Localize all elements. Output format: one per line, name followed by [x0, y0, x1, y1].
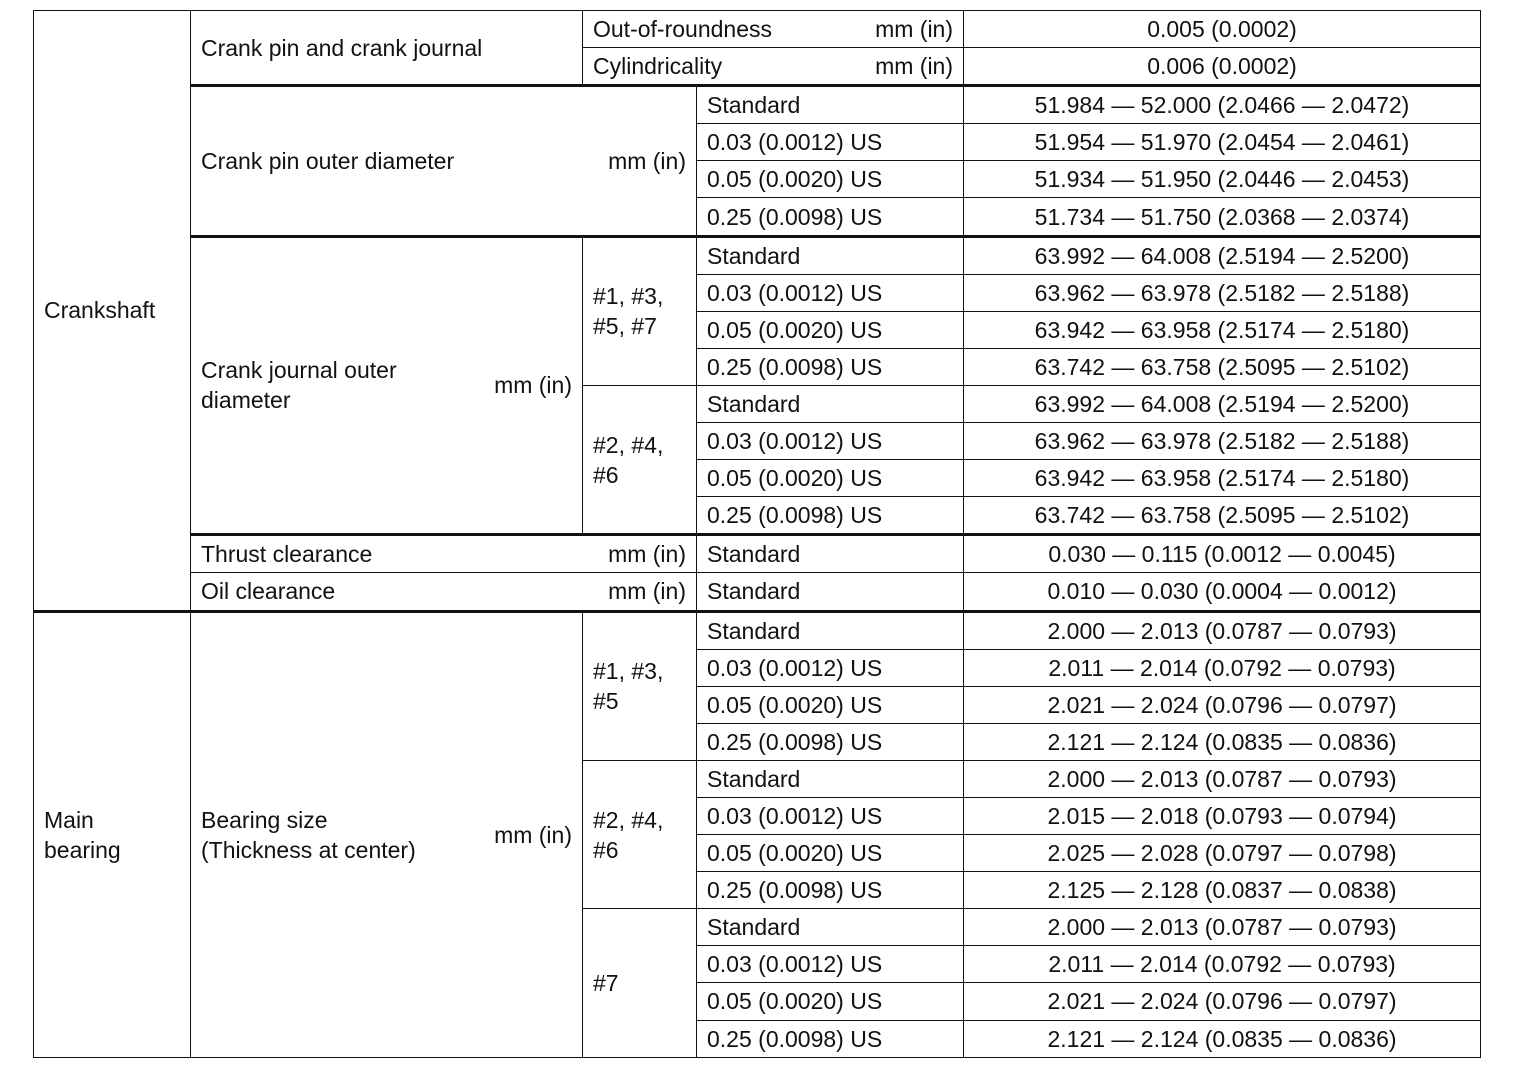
out-of-roundness-label: Out-of-roundness: [593, 16, 772, 43]
value-cell: 2.000 — 2.013 (0.0787 — 0.0793): [964, 611, 1481, 649]
pin-od-label: Crank pin outer diameter: [201, 147, 455, 174]
journal-group-b-line2: #6: [593, 461, 619, 488]
size-cell: 0.03 (0.0012) US: [697, 649, 964, 686]
table-row: [34, 611, 1481, 649]
value-cell: 2.000 — 2.013 (0.0787 — 0.0793): [964, 909, 1481, 946]
unit-label: mm (in): [608, 147, 686, 174]
out-of-roundness-value: 0.005 (0.0002): [964, 11, 1481, 48]
size-cell: 0.25 (0.0098) US: [697, 348, 964, 385]
value-cell: 2.015 — 2.018 (0.0793 — 0.0794): [964, 797, 1481, 834]
unit-label: mm (in): [608, 541, 686, 568]
bearing-size-label-line1: Bearing size: [201, 806, 328, 833]
cylindricality-label: Cylindricality: [593, 53, 723, 80]
table-row: [34, 573, 1481, 611]
value-cell: 63.742 — 63.758 (2.5095 — 2.5102): [964, 348, 1481, 385]
bearing-group-b-line2: #6: [593, 836, 619, 863]
size-cell: 0.05 (0.0020) US: [697, 983, 964, 1020]
pin-journal-label: Crank pin and crank journal: [201, 34, 483, 61]
value-cell: 2.000 — 2.013 (0.0787 — 0.0793): [964, 760, 1481, 797]
size-cell: Standard: [697, 909, 964, 946]
main-bearing-cell: [34, 611, 191, 1057]
bearing-group-b-line1: #2, #4,: [593, 806, 664, 833]
journal-od-label-line1: Crank journal outer: [201, 357, 397, 384]
cylindricality-cell: [583, 48, 964, 86]
unit-label: mm (in): [875, 53, 954, 80]
journal-od-label: [201, 355, 397, 415]
main-bearing-label-line2: bearing: [44, 836, 121, 863]
size-cell: 0.25 (0.0098) US: [697, 198, 964, 236]
size-cell: Standard: [697, 573, 964, 611]
pin-od-cell: [191, 86, 697, 236]
value-cell: 2.125 — 2.128 (0.0837 — 0.0838): [964, 872, 1481, 909]
bearing-group-c-label: #7: [593, 969, 619, 996]
size-cell: 0.05 (0.0020) US: [697, 311, 964, 348]
value-cell: 63.942 — 63.958 (2.5174 — 2.5180): [964, 460, 1481, 497]
value-cell: 63.942 — 63.958 (2.5174 — 2.5180): [964, 311, 1481, 348]
value-cell: 63.742 — 63.758 (2.5095 — 2.5102): [964, 497, 1481, 535]
thrust-clearance-cell: [191, 535, 697, 573]
value-cell: 2.025 — 2.028 (0.0797 — 0.0798): [964, 835, 1481, 872]
size-cell: 0.25 (0.0098) US: [697, 723, 964, 760]
value-cell: 2.121 — 2.124 (0.0835 — 0.0836): [964, 1020, 1481, 1057]
bearing-size-label-line2: (Thickness at center): [201, 836, 416, 863]
value-cell: 0.010 — 0.030 (0.0004 — 0.0012): [964, 573, 1481, 611]
value-cell: 63.962 — 63.978 (2.5182 — 2.5188): [964, 423, 1481, 460]
spec-table: [33, 10, 1481, 1058]
value-cell: 51.954 — 51.970 (2.0454 — 2.0461): [964, 124, 1481, 161]
table-row: [34, 535, 1481, 573]
size-cell: 0.25 (0.0098) US: [697, 497, 964, 535]
value-cell: 2.021 — 2.024 (0.0796 — 0.0797): [964, 686, 1481, 723]
unit-label: mm (in): [608, 578, 686, 605]
size-cell: 0.03 (0.0012) US: [697, 423, 964, 460]
size-cell: 0.25 (0.0098) US: [697, 872, 964, 909]
size-cell: 0.03 (0.0012) US: [697, 797, 964, 834]
bearing-size-cell: [191, 611, 583, 1057]
value-cell: 2.011 — 2.014 (0.0792 — 0.0793): [964, 946, 1481, 983]
oil-clearance-cell: [191, 573, 697, 611]
value-cell: 2.121 — 2.124 (0.0835 — 0.0836): [964, 723, 1481, 760]
journal-group-b-cell: [583, 385, 697, 534]
size-cell: Standard: [697, 236, 964, 274]
journal-od-label-line2: diameter: [201, 387, 291, 414]
journal-group-a-cell: [583, 236, 697, 385]
bearing-group-b-cell: [583, 760, 697, 908]
main-bearing-label-line1: Main: [44, 806, 94, 833]
bearing-group-a-line1: #1, #3,: [593, 658, 664, 685]
cylindricality-value: 0.006 (0.0002): [964, 48, 1481, 86]
size-cell: Standard: [697, 86, 964, 124]
size-cell: 0.03 (0.0012) US: [697, 124, 964, 161]
value-cell: 63.992 — 64.008 (2.5194 — 2.5200): [964, 236, 1481, 274]
crankshaft-cell: [34, 11, 191, 612]
thrust-clearance-label: Thrust clearance: [201, 541, 373, 568]
oil-clearance-label: Oil clearance: [201, 578, 336, 605]
value-cell: 63.992 — 64.008 (2.5194 — 2.5200): [964, 385, 1481, 422]
value-cell: 51.734 — 51.750 (2.0368 — 2.0374): [964, 198, 1481, 236]
size-cell: 0.05 (0.0020) US: [697, 686, 964, 723]
size-cell: Standard: [697, 760, 964, 797]
journal-group-a-line1: #1, #3,: [593, 283, 664, 310]
bearing-group-c-cell: [583, 909, 697, 1057]
out-of-roundness-cell: [583, 11, 964, 48]
size-cell: 0.05 (0.0020) US: [697, 835, 964, 872]
value-cell: 2.011 — 2.014 (0.0792 — 0.0793): [964, 649, 1481, 686]
bearing-group-a-line2: #5: [593, 688, 619, 715]
bearing-size-label: [201, 805, 416, 865]
journal-group-a-line2: #5, #7: [593, 313, 657, 340]
size-cell: 0.03 (0.0012) US: [697, 274, 964, 311]
unit-label: mm (in): [494, 372, 572, 399]
size-cell: Standard: [697, 535, 964, 573]
size-cell: Standard: [697, 385, 964, 422]
value-cell: 63.962 — 63.978 (2.5182 — 2.5188): [964, 274, 1481, 311]
size-cell: 0.05 (0.0020) US: [697, 161, 964, 198]
size-cell: 0.03 (0.0012) US: [697, 946, 964, 983]
journal-od-cell: [191, 236, 583, 535]
journal-group-b-line1: #2, #4,: [593, 431, 664, 458]
unit-label: mm (in): [875, 16, 954, 43]
table-row: [34, 86, 1481, 124]
unit-label: mm (in): [494, 821, 572, 848]
value-cell: 2.021 — 2.024 (0.0796 — 0.0797): [964, 983, 1481, 1020]
size-cell: 0.25 (0.0098) US: [697, 1020, 964, 1057]
value-cell: 51.984 — 52.000 (2.0466 — 2.0472): [964, 86, 1481, 124]
crankshaft-label: Crankshaft: [44, 297, 156, 324]
size-cell: 0.05 (0.0020) US: [697, 460, 964, 497]
value-cell: 0.030 — 0.115 (0.0012 — 0.0045): [964, 535, 1481, 573]
value-cell: 51.934 — 51.950 (2.0446 — 2.0453): [964, 161, 1481, 198]
size-cell: Standard: [697, 611, 964, 649]
table-row: [34, 11, 1481, 48]
table-row: [34, 236, 1481, 274]
bearing-group-a-cell: [583, 611, 697, 760]
pin-journal-cell: [191, 11, 583, 86]
